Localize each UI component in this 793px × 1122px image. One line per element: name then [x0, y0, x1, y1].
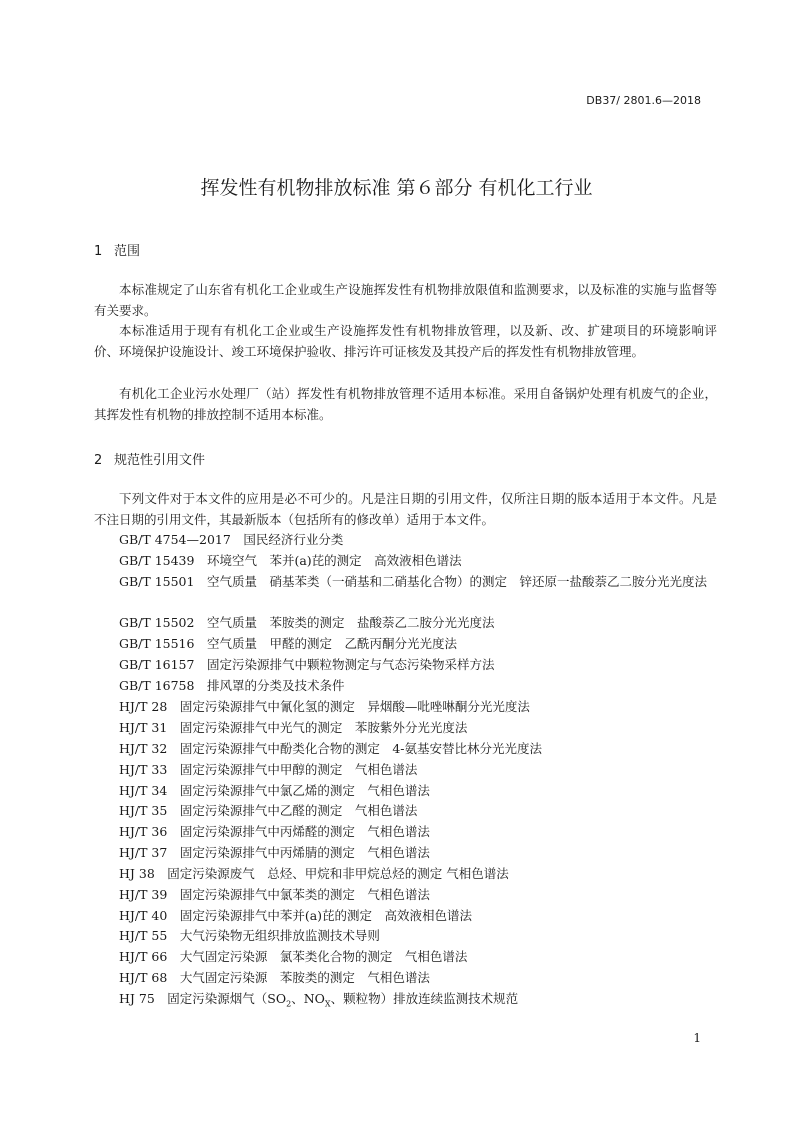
reference-item — [119, 988, 518, 1015]
reference-item: HJ/T 33 固定污染源排气中甲醇的测定 气相色谱法 — [119, 762, 418, 777]
section-title: 规范性引用文件 — [114, 453, 206, 468]
ref-text-suffix: 、颗粒物）排放连续监测技术规范 — [330, 991, 519, 1006]
document-title: 挥发性有机物排放标准 第６部分 有机化工行业 — [200, 177, 593, 199]
ref-text-middle: 、NO — [291, 991, 325, 1006]
scope-paragraph-2: 本标准适用于现有有机化工企业或生产设施挥发性有机物排放管理，以及新、改、扩建项目的环境影响评价、环境保护设施设计、竣工环境保护验收、排污许可证核发及其投产后的挥发性有机物排放管理。 — [94, 323, 717, 359]
section-number: 2 — [94, 453, 103, 468]
reference-item: GB/T 15439 环境空气 苯并(a)芘的测定 高效液相色谱法 — [119, 553, 462, 568]
page-number: 1 — [693, 1031, 701, 1045]
scope-paragraph-3: 有机化工企业污水处理厂（站）挥发性有机物排放管理不适用本标准。采用自备锅炉处理有机废气的企业，其挥发性有机物的排放控制不适用本标准。 — [94, 386, 717, 422]
scope-paragraph-1: 本标准规定了山东省有机化工企业或生产设施挥发性有机物排放限值和监测要求，以及标准的实施与监督等有关要求。 — [94, 282, 717, 318]
reference-item: HJ/T 35 固定污染源排气中乙醛的测定 气相色谱法 — [119, 803, 418, 818]
section-title: 范围 — [114, 244, 141, 259]
section-number: 1 — [94, 244, 103, 259]
reference-item: HJ/T 37 固定污染源排气中丙烯腈的测定 气相色谱法 — [119, 845, 430, 860]
reference-item: GB/T 16157 固定污染源排气中颗粒物测定与气态污染物采样方法 — [119, 657, 495, 672]
reference-item: HJ 38 固定污染源废气 总烃、甲烷和非甲烷总烃的测定 气相色谱法 — [119, 866, 509, 881]
reference-item: GB/T 4754—2017 国民经济行业分类 — [119, 532, 344, 547]
section-1-heading — [94, 240, 140, 259]
subscript: 2 — [286, 999, 292, 1009]
reference-item: GB/T 15502 空气质量 苯胺类的测定 盐酸萘乙二胺分光光度法 — [119, 615, 495, 630]
reference-item: GB/T 15501 空气质量 硝基苯类（一硝基和二硝基化合物）的测定 锌还原一盐酸萘乙二胺分光光度法 — [119, 574, 707, 589]
reference-item: HJ/T 55 大气污染物无组织排放监测技术导则 — [119, 928, 380, 943]
ref-text-prefix: HJ 75 固定污染源烟气（SO — [119, 991, 287, 1006]
reference-item: HJ/T 68 大气固定污染源 苯胺类的测定 气相色谱法 — [119, 970, 430, 985]
reference-item: GB/T 16758 排风罩的分类及技术条件 — [119, 678, 345, 693]
section-2-heading — [94, 449, 205, 468]
reference-item: GB/T 15516 空气质量 甲醛的测定 乙酰丙酮分光光度法 — [119, 636, 457, 651]
reference-item: HJ/T 28 固定污染源排气中氰化氢的测定 异烟酸—吡唑啉酮分光光度法 — [119, 699, 530, 714]
reference-item: HJ/T 32 固定污染源排气中酚类化合物的测定 4-氨基安替比林分光光度法 — [119, 741, 543, 756]
reference-item: HJ/T 39 固定污染源排气中氯苯类的测定 气相色谱法 — [119, 887, 430, 902]
subscript: X — [324, 999, 331, 1009]
reference-item: HJ/T 40 固定污染源排气中苯并(a)芘的测定 高效液相色谱法 — [119, 908, 473, 923]
reference-item: HJ/T 31 固定污染源排气中光气的测定 苯胺紫外分光光度法 — [119, 720, 468, 735]
reference-item: HJ/T 66 大气固定污染源 氯苯类化合物的测定 气相色谱法 — [119, 949, 468, 964]
reference-item: HJ/T 36 固定污染源排气中丙烯醛的测定 气相色谱法 — [119, 824, 430, 839]
references-intro: 下列文件对于本文件的应用是必不可少的。凡是注日期的引用文件，仅所注日期的版本适用于本文件。凡是不注日期的引用文件，其最新版本（包括所有的修改单）适用于本文件。 — [94, 491, 717, 527]
document-code: DB37/ 2801.6—2018 — [586, 94, 701, 107]
reference-item: HJ/T 34 固定污染源排气中氯乙烯的测定 气相色谱法 — [119, 783, 430, 798]
